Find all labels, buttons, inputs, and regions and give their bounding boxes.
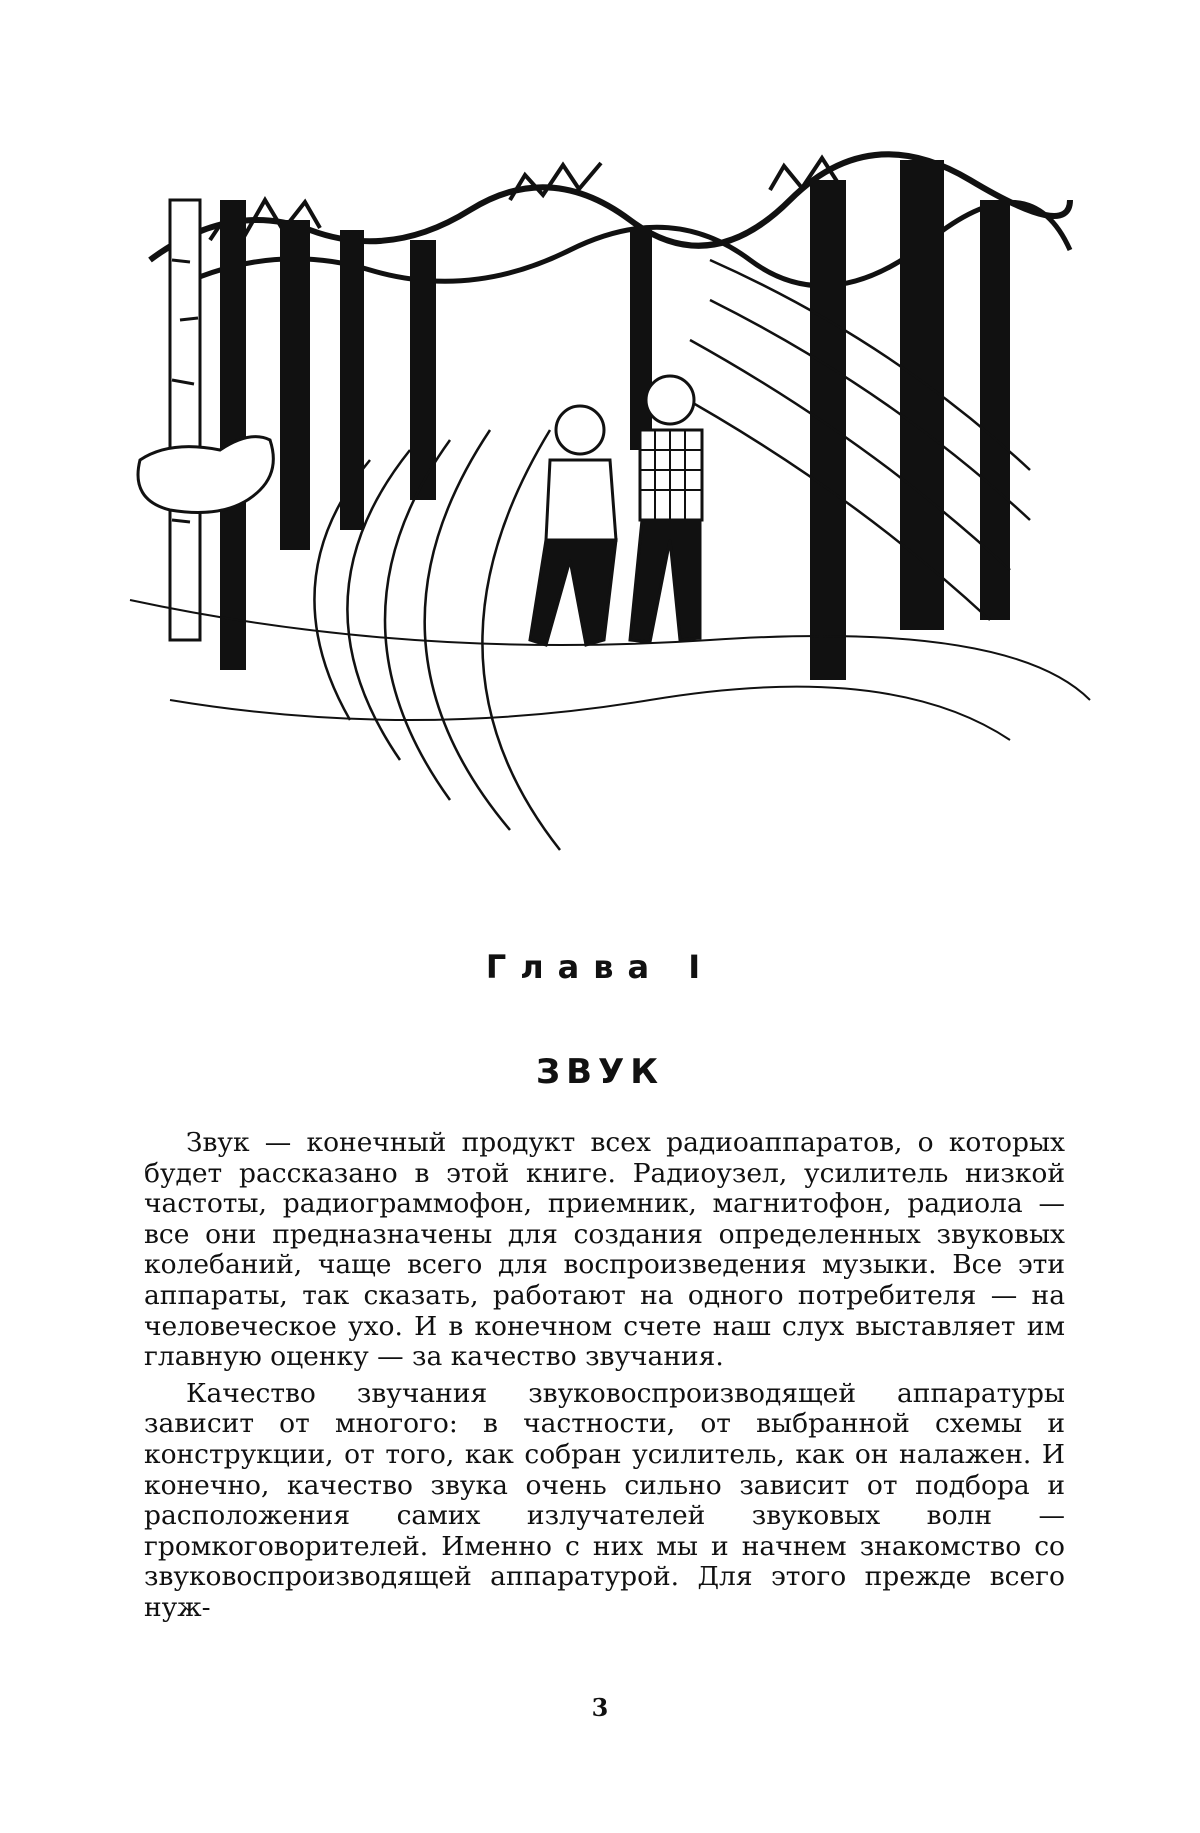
- forest-scene-icon: [110, 140, 1100, 860]
- page-number: 3: [591, 1693, 609, 1722]
- chapter-label: Глава I: [485, 948, 715, 986]
- body-text: [144, 1128, 1065, 1630]
- paragraph-1: Звук — конечный продукт всех радиоаппаратов, о которых будет рассказано в этой книге. Радиоузел, усилитель низкой частоты, радиограммофон, приемник, магнитофон, радиола — все они предназначены для создания определенных звуковых колебаний, чаще всего для воспроизведения музыки. Все эти аппараты, так сказать, работают на одного потребителя — на человеческое ухо. И в конечном счете наш слух выставляет им главную оценку — за качество звучания.: [144, 1127, 1065, 1373]
- forest-illustration: [110, 140, 1100, 860]
- paragraph-2: Качество звучания звуковоспроизводящей аппаратуры зависит от многого: в частности, от выбранной схемы и конструкции, от того, как собран усилитель, как он налажен. И конечно, качество звука очень сильно зависит от подбора и расположения самих излучателей звуковых волн — громкоговорителей. Именно с них мы и начнем знакомство со звуковоспроизводящей аппаратурой. Для этого прежде всего нуж-: [144, 1377, 1065, 1623]
- chapter-title: ЗВУК: [535, 1052, 665, 1092]
